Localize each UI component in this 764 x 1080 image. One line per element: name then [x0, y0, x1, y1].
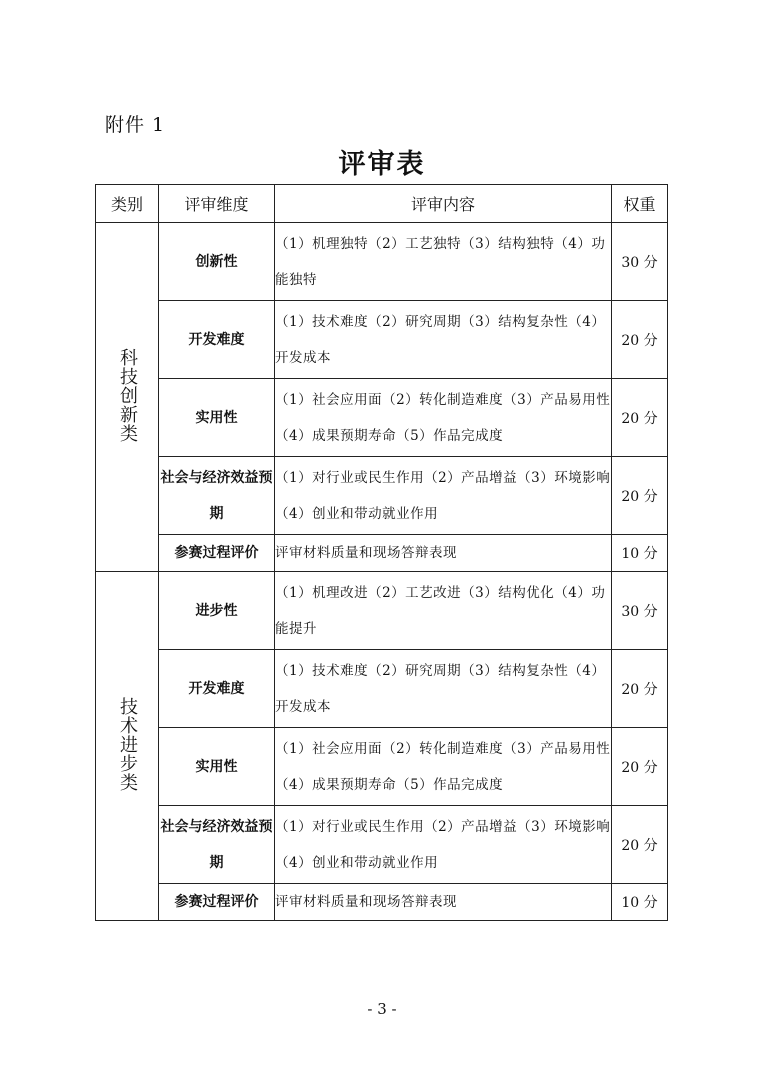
dimension-cell: 进步性 [159, 572, 275, 650]
content-cell: （1）技术难度（2）研究周期（3）结构复杂性（4）开发成本 [275, 301, 612, 379]
dimension-cell: 实用性 [159, 728, 275, 806]
content-cell: （1）技术难度（2）研究周期（3）结构复杂性（4）开发成本 [275, 650, 612, 728]
content-cell: （1）机理独特（2）工艺独特（3）结构独特（4）功能独特 [275, 223, 612, 301]
content-cell: （1）机理改进（2）工艺改进（3）结构优化（4）功能提升 [275, 572, 612, 650]
table-row [96, 457, 668, 535]
category-label: 科技创新类 [117, 347, 138, 443]
dimension-cell: 创新性 [159, 223, 275, 301]
dimension-cell: 实用性 [159, 379, 275, 457]
table-row [96, 379, 668, 457]
header-category: 类别 [96, 185, 159, 223]
weight-cell: 20 分 [612, 379, 668, 457]
dimension-cell: 开发难度 [159, 650, 275, 728]
dimension-cell: 参赛过程评价 [159, 884, 275, 921]
table-header-row [96, 185, 668, 223]
weight-cell: 20 分 [612, 806, 668, 884]
dimension-cell: 社会与经济效益预期 [159, 806, 275, 884]
table-row [96, 650, 668, 728]
dimension-cell: 参赛过程评价 [159, 535, 275, 572]
content-cell: 评审材料质量和现场答辩表现 [275, 884, 612, 921]
table-row [96, 223, 668, 301]
header-dimension: 评审维度 [159, 185, 275, 223]
header-weight: 权重 [612, 185, 668, 223]
table-row [96, 535, 668, 572]
content-cell: 评审材料质量和现场答辩表现 [275, 535, 612, 572]
weight-cell: 30 分 [612, 223, 668, 301]
weight-cell: 10 分 [612, 535, 668, 572]
page-title: 评审表 [338, 149, 426, 180]
content-cell: （1）社会应用面（2）转化制造难度（3）产品易用性（4）成果预期寿命（5）作品完成度 [275, 728, 612, 806]
page-number: - 3 - [367, 1000, 397, 1018]
weight-cell: 20 分 [612, 457, 668, 535]
table-row [96, 728, 668, 806]
category-cell [96, 572, 159, 921]
weight-cell: 20 分 [612, 301, 668, 379]
content-cell: （1）社会应用面（2）转化制造难度（3）产品易用性（4）成果预期寿命（5）作品完成度 [275, 379, 612, 457]
category-cell [96, 223, 159, 572]
table-row [96, 884, 668, 921]
review-table [95, 184, 668, 921]
table-row [96, 301, 668, 379]
attachment-label: 附件 1 [105, 114, 166, 136]
weight-cell: 10 分 [612, 884, 668, 921]
table-row [96, 806, 668, 884]
content-cell: （1）对行业或民生作用（2）产品增益（3）环境影响（4）创业和带动就业作用 [275, 457, 612, 535]
weight-cell: 20 分 [612, 650, 668, 728]
category-label: 技术进步类 [117, 696, 138, 792]
table-row [96, 572, 668, 650]
content-cell: （1）对行业或民生作用（2）产品增益（3）环境影响（4）创业和带动就业作用 [275, 806, 612, 884]
weight-cell: 20 分 [612, 728, 668, 806]
weight-cell: 30 分 [612, 572, 668, 650]
dimension-cell: 社会与经济效益预期 [159, 457, 275, 535]
dimension-cell: 开发难度 [159, 301, 275, 379]
header-content: 评审内容 [275, 185, 612, 223]
